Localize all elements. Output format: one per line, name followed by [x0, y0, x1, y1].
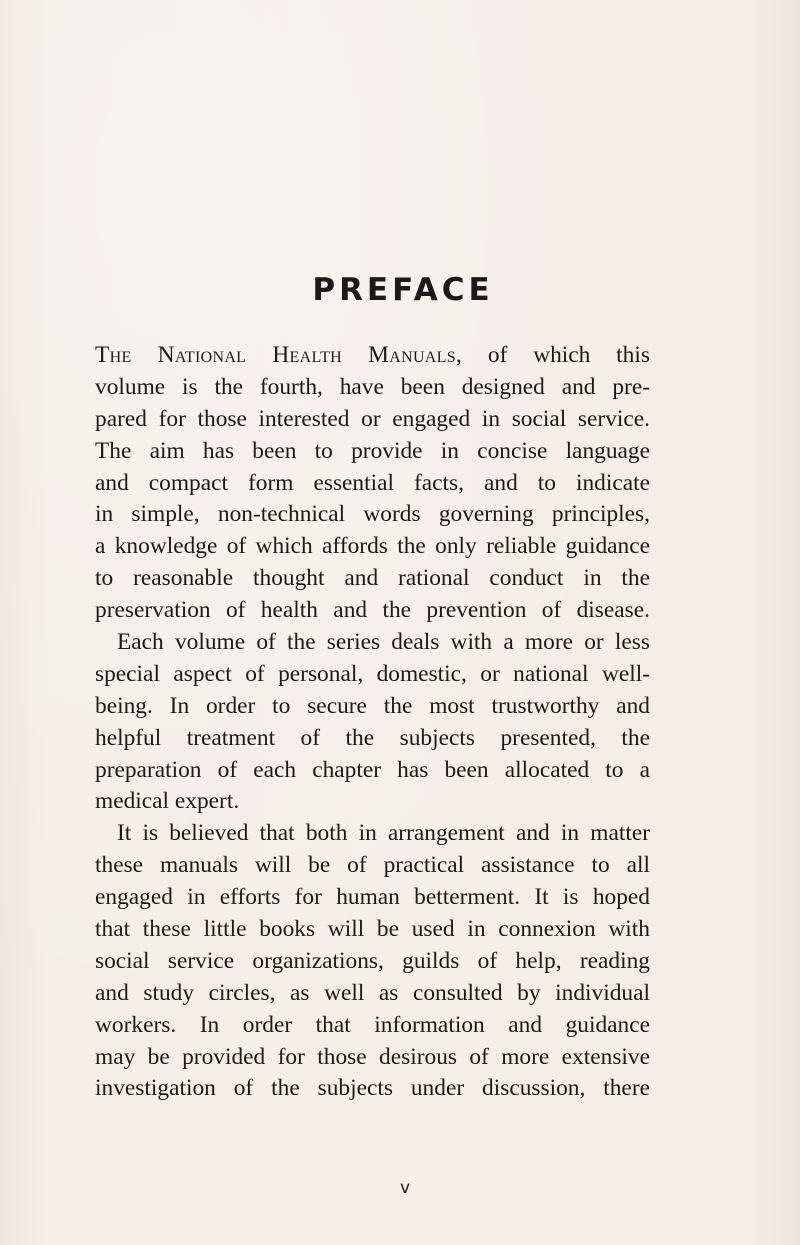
text-line: helpful treatment of the subjects presented, the: [95, 724, 650, 751]
text-line: [95, 340, 650, 372]
text-line: preservation of health and the prevention of disease.: [95, 597, 650, 624]
text-line: these manuals will be of practical assistance to all: [95, 852, 650, 879]
text-fragment: of which this: [462, 342, 650, 368]
text-line: The aim has been to provide in concise language: [95, 437, 650, 464]
text-line: preparation of each chapter has been allocated to a: [95, 756, 650, 783]
text-line: Each volume of the series deals with a more or less: [117, 629, 650, 656]
text-line: social service organizations, guilds of help, reading: [95, 947, 650, 974]
text-line: to reasonable thought and rational conduct in the: [95, 565, 650, 592]
text-line: and study circles, as well as consulted by individual: [95, 979, 650, 1006]
text-line: medical expert.: [95, 788, 240, 815]
text-line: in simple, non-technical words governing principles,: [95, 501, 650, 528]
preface-body: [95, 340, 650, 1105]
text-line: being. In order to secure the most trustworthy and: [95, 692, 650, 719]
text-line: investigation of the subjects under discussion, there: [95, 1075, 650, 1102]
series-title: The National Health Manuals,: [95, 342, 463, 368]
text-line: special aspect of personal, domestic, or national well-: [95, 660, 650, 687]
text-line: It is believed that both in arrangement and in matter: [117, 820, 650, 847]
text-line: may be provided for those desirous of more extensive: [95, 1043, 650, 1070]
text-line: workers. In order that information and guidance: [95, 1011, 650, 1038]
page-number: v: [399, 1178, 411, 1198]
page-heading: PREFACE: [312, 272, 494, 308]
text-line: and compact form essential facts, and to indicate: [95, 469, 650, 496]
text-line: engaged in efforts for human betterment. It is hoped: [95, 884, 650, 911]
text-line: a knowledge of which affords the only reliable guidance: [95, 533, 650, 560]
text-line: pared for those interested or engaged in social service.: [95, 405, 650, 432]
text-line: volume is the fourth, have been designed and pre-: [95, 373, 650, 400]
text-line: that these little books will be used in connexion with: [95, 916, 650, 943]
